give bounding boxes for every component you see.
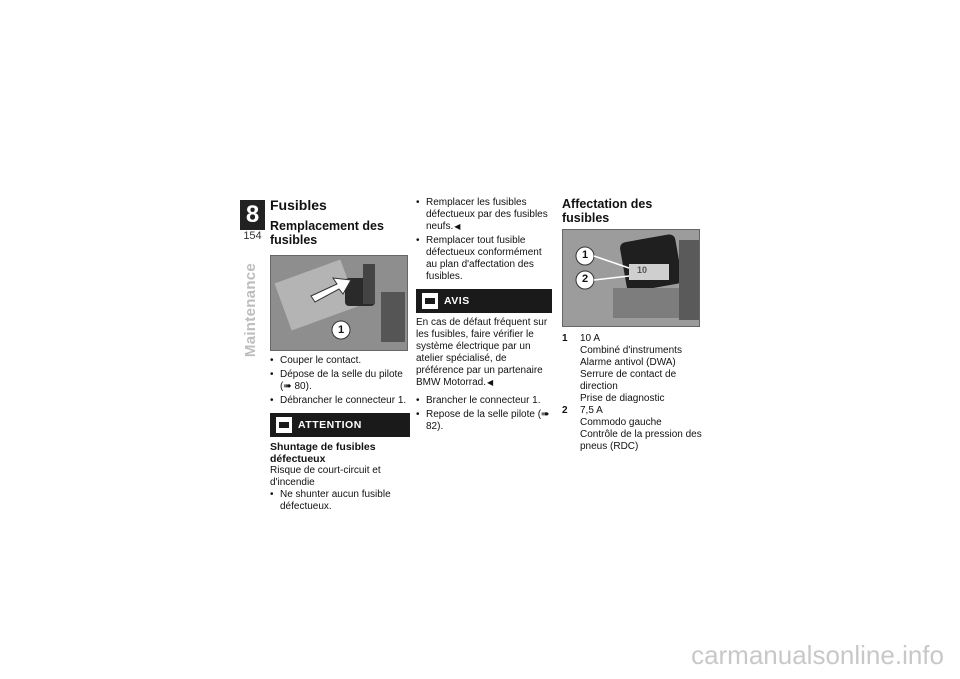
legend-line: Contrôle de la pression des pneus (RDC) <box>580 429 702 452</box>
legend-item-1 <box>562 333 702 405</box>
legend-line: Alarme antivol (DWA) <box>580 357 676 368</box>
section-heading-assignment: Affectation des fusibles <box>562 197 653 225</box>
list-item: • Remplacer tout fusible défectueux conformément au plan d'affectation des fusibles. <box>416 235 552 283</box>
list-item <box>416 197 552 233</box>
list-item-text: Remplacer les fusibles défectueux par des fusibles neufs. <box>426 197 548 232</box>
section-heading-replace: Remplacement des fusibles <box>270 219 384 247</box>
attention-label: ATTENTION <box>298 419 362 431</box>
attention-heading: Shuntage de fusibles défectueux <box>270 441 376 465</box>
notice-body: En cas de défaut fréquent sur les fusibles, faire vérifier le système électrique par un atelier spécialisé, de préférence par un partenaire BMW Motorrad. <box>416 317 548 388</box>
notice-icon <box>422 293 438 309</box>
list-item: • Ne shunter aucun fusible défectueux. <box>270 489 410 513</box>
list-item: • Dépose de la selle du pilote (➠ 80). <box>270 369 410 393</box>
page-number: 154 <box>243 230 262 242</box>
column-1 <box>270 197 410 515</box>
notice-text <box>416 317 552 389</box>
legend-line: Serrure de contact de direction <box>580 369 677 392</box>
legend-line: 7,5 A <box>580 405 603 416</box>
legend-line: 10 A <box>580 333 601 344</box>
photo-callout-2: 2 <box>581 273 589 285</box>
notice-label: AVIS <box>444 295 470 307</box>
page-title: Fusibles <box>270 197 327 213</box>
legend-number: 2 <box>562 405 568 416</box>
steps-list-1 <box>270 355 410 407</box>
photo-callout-1: 1 <box>337 324 345 336</box>
attention-list <box>270 489 410 513</box>
fuse-legend <box>562 333 702 453</box>
steps-list-2a <box>416 197 552 283</box>
column-3 <box>562 197 702 453</box>
chapter-number: 8 <box>240 200 265 230</box>
end-mark-icon <box>486 377 493 388</box>
legend-line: Combiné d'instruments <box>580 345 682 356</box>
warning-icon <box>276 417 292 433</box>
fuse-label: 10 <box>637 265 648 275</box>
photo-callout-1: 1 <box>581 249 589 261</box>
section-label: Maintenance <box>242 262 259 358</box>
watermark: carmanualsonline.info <box>691 640 944 670</box>
list-item: • Brancher le connecteur 1. <box>416 395 552 407</box>
list-item: • Repose de la selle pilote (➠ 82). <box>416 409 552 433</box>
attention-banner <box>270 413 410 437</box>
legend-item-2 <box>562 405 702 453</box>
list-item: • Débrancher le connecteur 1. <box>270 395 410 407</box>
legend-number: 1 <box>562 333 568 344</box>
attention-text: Risque de court-circuit et d'incendie <box>270 465 381 488</box>
list-item: • Couper le contact. <box>270 355 410 367</box>
fuse-box-photo <box>270 255 408 351</box>
fuse-assignment-photo <box>562 229 700 327</box>
steps-list-2b <box>416 395 552 433</box>
notice-banner <box>416 289 552 313</box>
legend-line: Commodo gauche <box>580 417 662 428</box>
column-2 <box>416 197 552 435</box>
legend-line: Prise de diagnostic <box>580 393 665 404</box>
end-mark-icon <box>453 221 460 232</box>
